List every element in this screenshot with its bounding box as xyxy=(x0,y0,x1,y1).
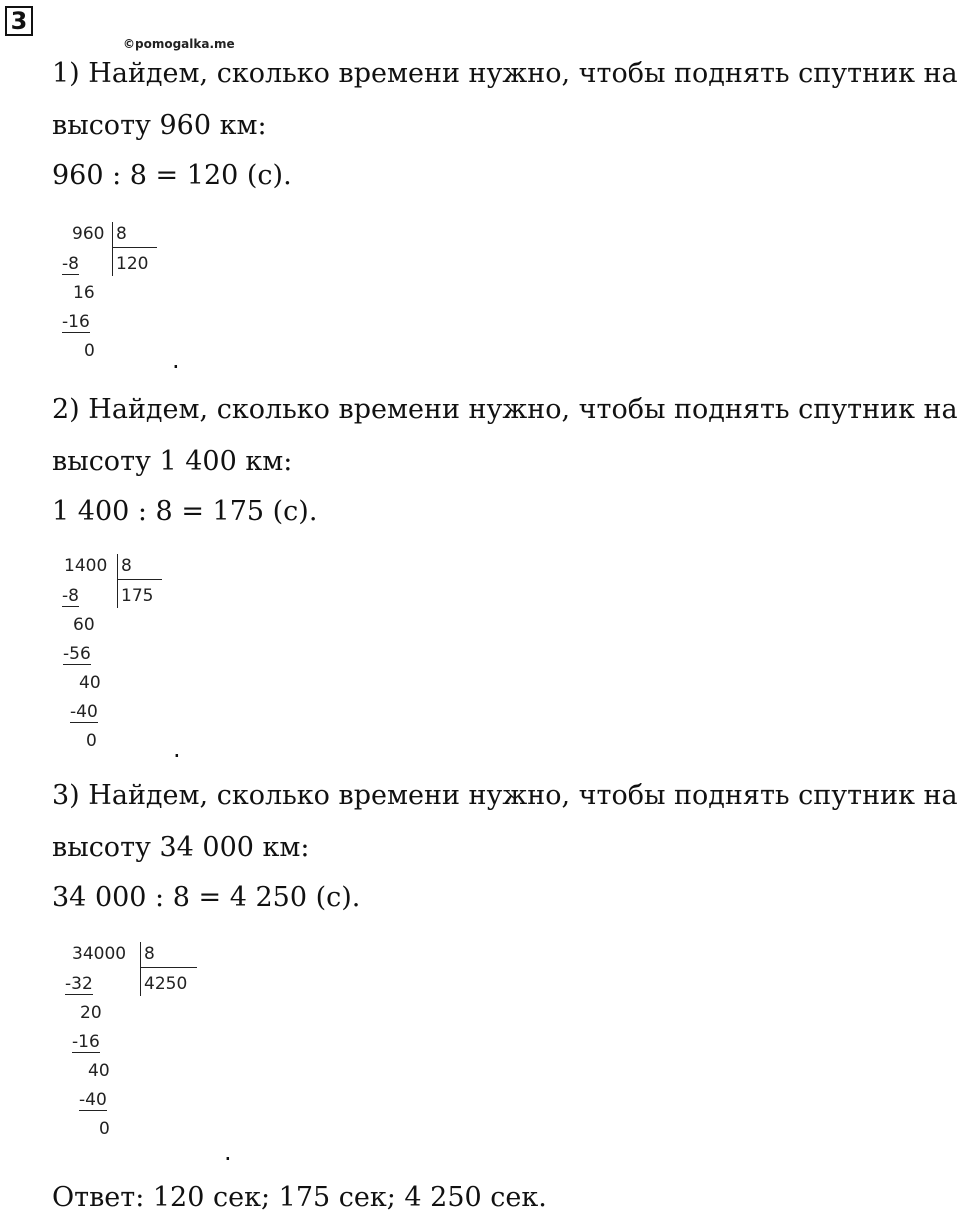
step2-equation: 1 400 : 8 = 175 (с). xyxy=(52,496,318,527)
step1-text-line2: высоту 960 км: xyxy=(52,110,267,141)
step2-text-line2: высоту 1 400 км: xyxy=(52,446,293,477)
watermark: ©pomogalka.me xyxy=(123,37,235,51)
division-remainder: 0 xyxy=(86,731,97,751)
division-quotient: 120 xyxy=(116,254,149,274)
division-divisor: 8 xyxy=(121,556,132,576)
task-number: 3 xyxy=(5,6,33,36)
division-dividend: 34000 xyxy=(72,944,127,964)
division-divisor: 8 xyxy=(144,944,155,964)
division-dividend: 960 xyxy=(72,224,105,244)
division-remainder: 40 xyxy=(79,673,101,693)
step3-text-line2: высоту 34 000 км: xyxy=(52,832,310,863)
step3-equation: 34 000 : 8 = 4 250 (с). xyxy=(52,882,361,913)
division-remainder: 0 xyxy=(99,1119,110,1139)
dot: . xyxy=(173,735,181,763)
division-remainder: 16 xyxy=(73,283,95,303)
division-subtrahend: -8 xyxy=(62,254,79,274)
dot: . xyxy=(172,346,180,374)
division-quotient: 175 xyxy=(121,586,154,606)
step2-text-line1: 2) Найдем, сколько времени нужно, чтобы поднять спутник на xyxy=(52,394,958,425)
division-subtrahend: -40 xyxy=(79,1090,107,1110)
division-remainder: 0 xyxy=(84,341,95,361)
division-remainder: 20 xyxy=(80,1003,102,1023)
division-subtrahend: -32 xyxy=(65,974,93,994)
division-dividend: 1400 xyxy=(64,556,108,576)
division-remainder: 60 xyxy=(73,615,95,635)
step3-text-line1: 3) Найдем, сколько времени нужно, чтобы поднять спутник на xyxy=(52,780,958,811)
step1-text-line1: 1) Найдем, сколько времени нужно, чтобы поднять спутник на xyxy=(52,58,958,89)
division-quotient: 4250 xyxy=(144,974,188,994)
division-subtrahend: -8 xyxy=(62,586,79,606)
answer: Ответ: 120 сек; 175 сек; 4 250 сек. xyxy=(52,1182,547,1213)
division-subtrahend: -56 xyxy=(63,644,91,664)
step1-equation: 960 : 8 = 120 (с). xyxy=(52,160,292,191)
division-divisor: 8 xyxy=(116,224,127,244)
division-subtrahend: -40 xyxy=(70,702,98,722)
division-remainder: 40 xyxy=(88,1061,110,1081)
division-subtrahend: -16 xyxy=(62,312,90,332)
dot: . xyxy=(224,1138,232,1166)
division-subtrahend: -16 xyxy=(72,1032,100,1052)
